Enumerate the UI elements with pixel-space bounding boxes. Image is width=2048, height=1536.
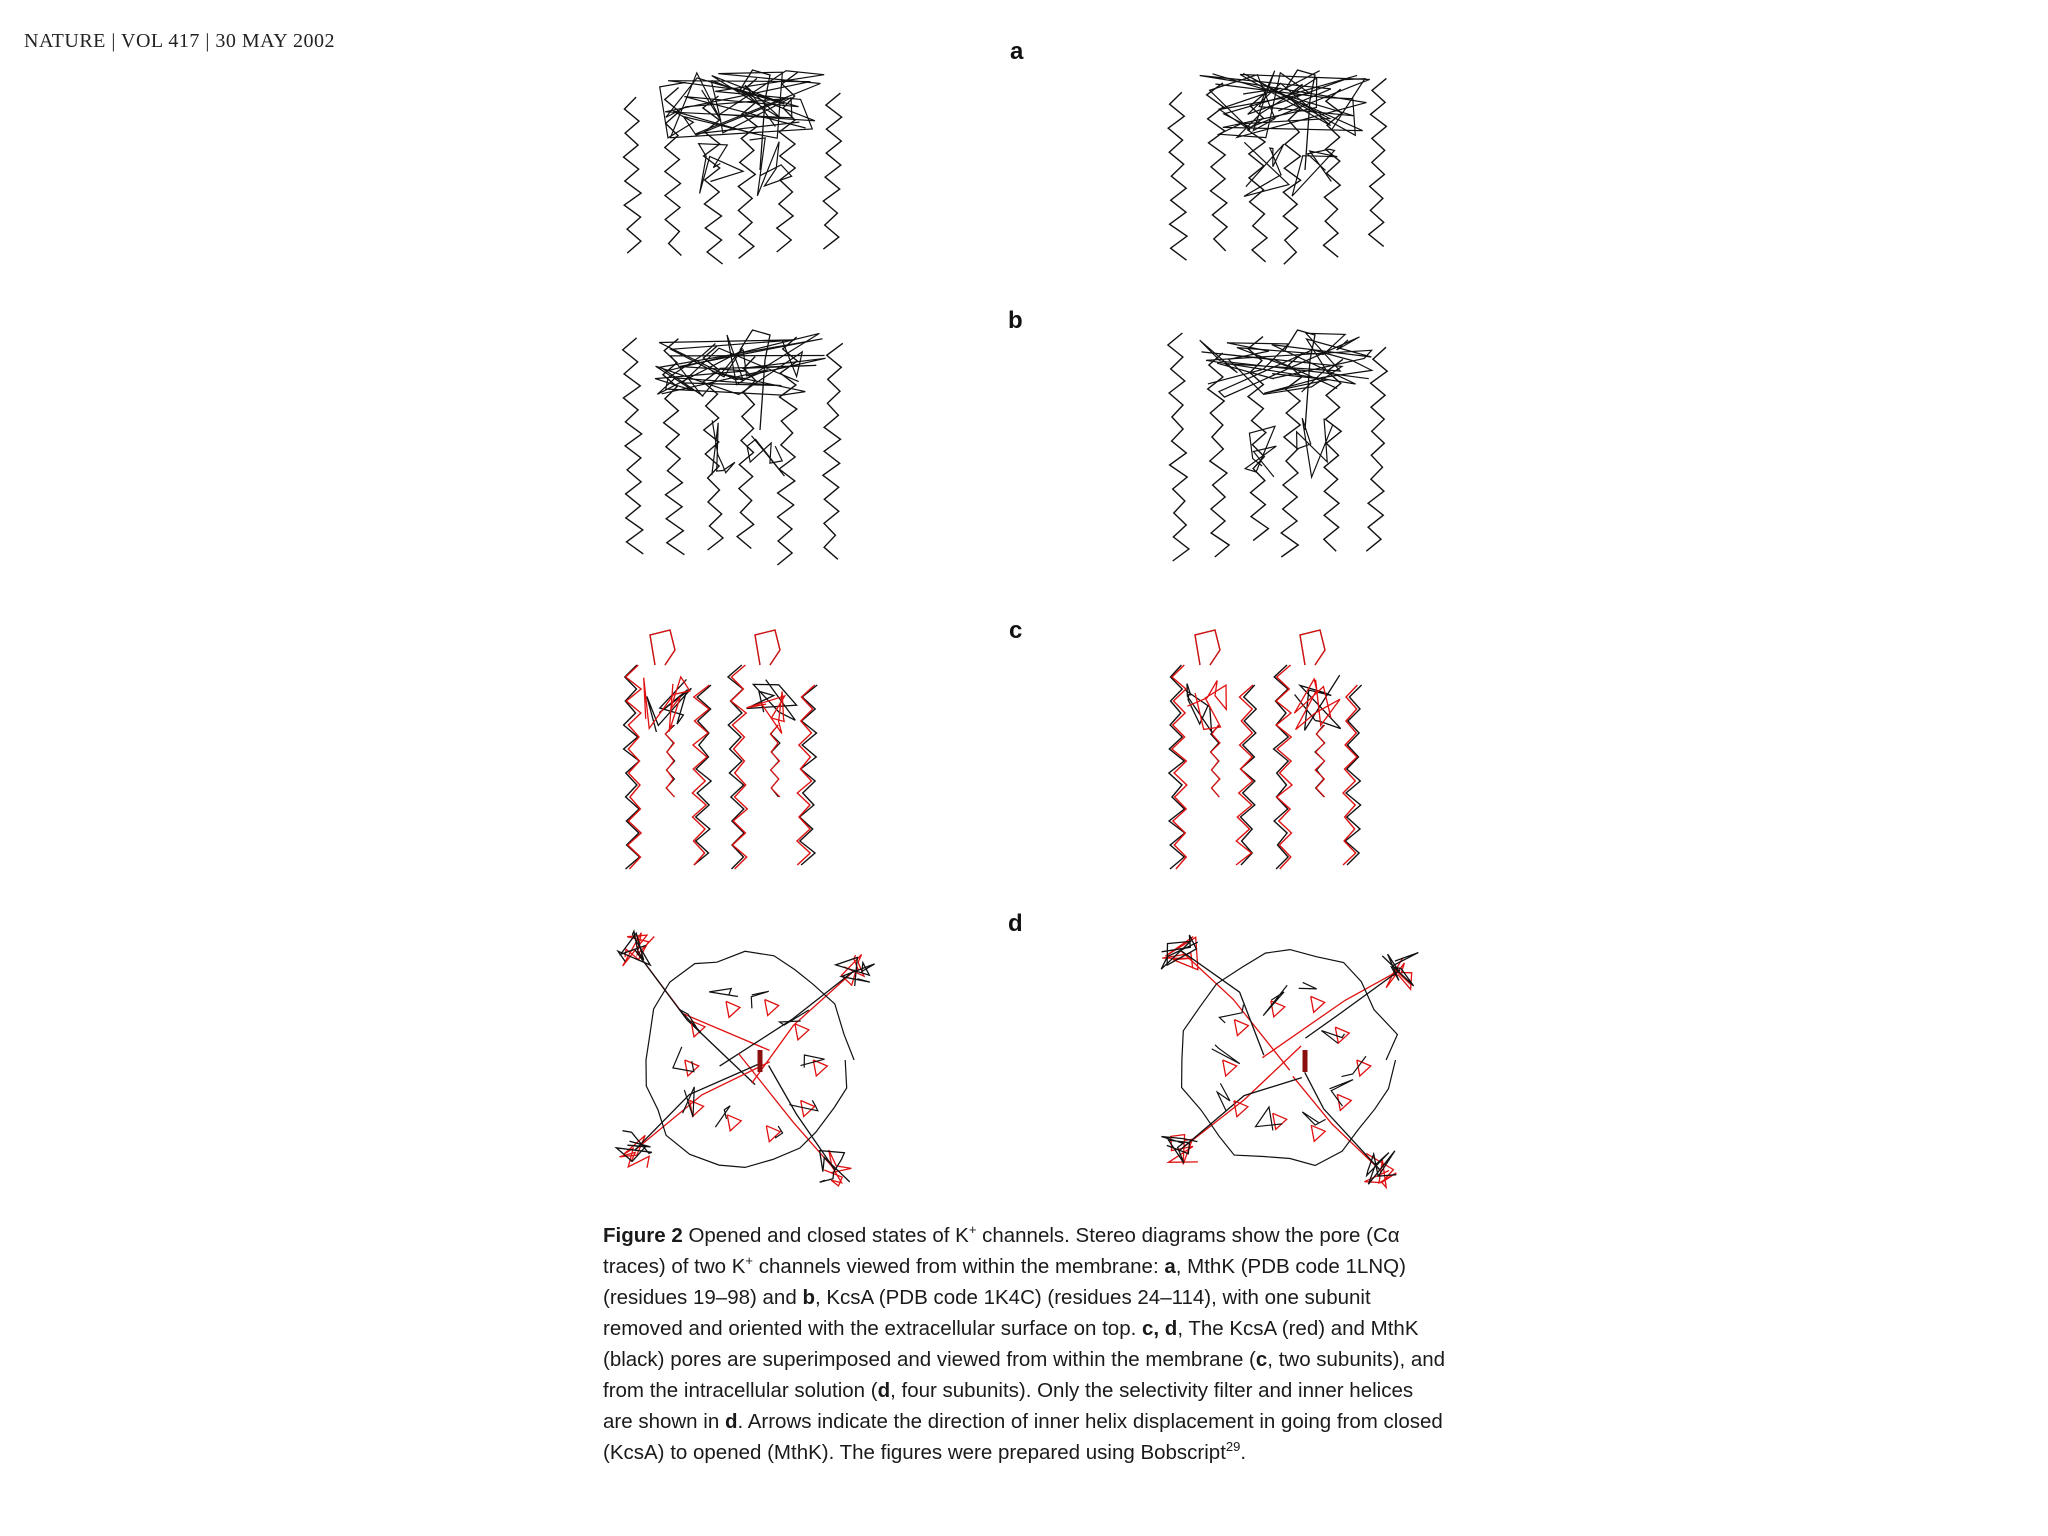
- calpha-trace: [1335, 1027, 1349, 1043]
- calpha-trace: [755, 630, 780, 665]
- calpha-trace: [1315, 725, 1325, 797]
- calpha-trace: [635, 1063, 762, 1150]
- caption-sup-1: +: [968, 1222, 977, 1238]
- panel-a-left-structure: [615, 60, 865, 275]
- calpha-trace: [1180, 950, 1290, 1070]
- calpha-trace: [765, 1000, 779, 1016]
- calpha-trace: [752, 970, 855, 1083]
- calpha-trace: [1217, 1083, 1230, 1111]
- calpha-trace: [699, 144, 744, 194]
- calpha-trace: [801, 1055, 825, 1068]
- calpha-trace: [665, 725, 674, 797]
- calpha-trace: [1300, 630, 1325, 665]
- caption-text-6: , The KcsA (red) and MthK (black) pores are superimposed and viewed from within the membrane (: [603, 1317, 1419, 1371]
- calpha-trace: [823, 93, 841, 249]
- calpha-trace: [1262, 970, 1400, 1058]
- caption-text-9: . Arrows indicate the direction of inner helix displacement in going from closed (KcsA) to opened (MthK). The figures were prepared using Bobscript: [603, 1410, 1443, 1464]
- calpha-trace: [1263, 985, 1287, 1015]
- calpha-trace: [1311, 1125, 1325, 1141]
- calpha-trace: [647, 679, 692, 732]
- calpha-trace: [1169, 665, 1185, 869]
- calpha-trace: [795, 1024, 809, 1040]
- panel-c-right-structure: [1160, 625, 1410, 885]
- calpha-trace: [673, 1047, 694, 1072]
- calpha-trace: [738, 78, 757, 258]
- calpha-trace: [1172, 665, 1187, 869]
- calpha-trace: [1168, 92, 1187, 260]
- figure-caption: [603, 1220, 1448, 1468]
- caption-ref-b: b: [802, 1286, 815, 1309]
- calpha-trace: [766, 1126, 780, 1142]
- calpha-trace: [1297, 418, 1333, 477]
- calpha-trace: [623, 338, 644, 554]
- panel-label-b: b: [1008, 307, 1023, 334]
- calpha-trace: [1366, 347, 1387, 551]
- caption-ref-d-2: d: [724, 1410, 738, 1433]
- calpha-trace: [703, 346, 723, 550]
- caption-text-3: channels viewed from within the membrane:: [753, 1255, 1165, 1278]
- running-head: NATURE | VOL 417 | 30 MAY 2002: [24, 30, 335, 52]
- calpha-trace: [813, 1060, 827, 1076]
- caption-text-7: , two subunits), and from the intracellular solution (: [603, 1348, 1446, 1402]
- caption-text-8: , four subunits). Only the selectivity filter and inner helices are shown in: [603, 1379, 1414, 1433]
- calpha-trace: [1245, 426, 1276, 477]
- calpha-trace: [1234, 1020, 1248, 1036]
- caption-ref-d: d: [877, 1379, 891, 1402]
- calpha-trace: [1302, 1112, 1325, 1125]
- calpha-trace: [1276, 665, 1292, 869]
- calpha-trace: [1343, 685, 1357, 865]
- calpha-trace: [1273, 1113, 1287, 1129]
- caption-text-4: , MthK (PDB code 1LNQ) (residues 19–98) and: [603, 1255, 1406, 1309]
- calpha-trace: [1311, 996, 1325, 1012]
- calpha-trace: [769, 1066, 835, 1171]
- calpha-trace: [750, 138, 792, 196]
- calpha-trace: [1299, 982, 1317, 989]
- caption-text-1: Opened and closed states of K: [682, 1224, 969, 1247]
- caption-ref-cd: c, d: [1142, 1317, 1178, 1340]
- calpha-trace: [623, 933, 655, 966]
- calpha-trace: [1357, 1060, 1371, 1076]
- calpha-trace: [1369, 78, 1387, 246]
- calpha-trace: [1168, 333, 1189, 561]
- calpha-trace: [1223, 1060, 1237, 1076]
- calpha-trace: [703, 96, 723, 264]
- calpha-trace: [712, 420, 735, 475]
- figure-label: Figure 2: [603, 1224, 683, 1247]
- calpha-trace: [726, 1001, 740, 1017]
- calpha-trace: [823, 343, 843, 559]
- calpha-trace: [800, 685, 818, 865]
- calpha-trace: [624, 97, 642, 253]
- calpha-trace: [720, 970, 855, 1066]
- caption-ref-a: a: [1164, 1255, 1176, 1278]
- caption-text-10: .: [1240, 1441, 1247, 1464]
- panel-d-right-structure: [1155, 925, 1425, 1195]
- calpha-trace: [635, 950, 770, 1050]
- caption-sup-3: 29: [1225, 1439, 1241, 1455]
- panel-label-a: a: [1010, 38, 1024, 65]
- calpha-trace: [1195, 630, 1220, 665]
- calpha-trace: [709, 989, 738, 997]
- calpha-trace: [624, 665, 640, 869]
- calpha-trace: [1241, 685, 1257, 865]
- panel-b-left-structure: [615, 320, 865, 575]
- calpha-trace: [650, 630, 675, 665]
- panel-label-d: d: [1008, 910, 1023, 937]
- caption-sup-2: +: [745, 1253, 754, 1269]
- calpha-trace: [731, 665, 747, 869]
- calpha-trace: [727, 1115, 741, 1131]
- calpha-trace: [1244, 142, 1289, 196]
- calpha-trace: [679, 1009, 701, 1033]
- panel-a-right-structure: [1160, 60, 1410, 275]
- caption-ref-c: c: [1255, 1348, 1268, 1371]
- caption-text-2: channels. Stereo diagrams show the pore (Cα traces) of two K: [603, 1224, 1400, 1278]
- calpha-trace: [1305, 970, 1400, 1038]
- panel-d-left-structure: [610, 925, 880, 1195]
- panel-label-c: c: [1009, 617, 1023, 644]
- panel-b-right-structure: [1160, 320, 1410, 575]
- panel-c-left-structure: [615, 625, 865, 885]
- caption-text-5: , KcsA (PDB code 1K4C) (residues 24–114), with one subunit removed and oriented with the extracellular surface on top.: [603, 1286, 1371, 1340]
- calpha-trace: [1292, 149, 1337, 196]
- calpha-trace: [747, 436, 784, 476]
